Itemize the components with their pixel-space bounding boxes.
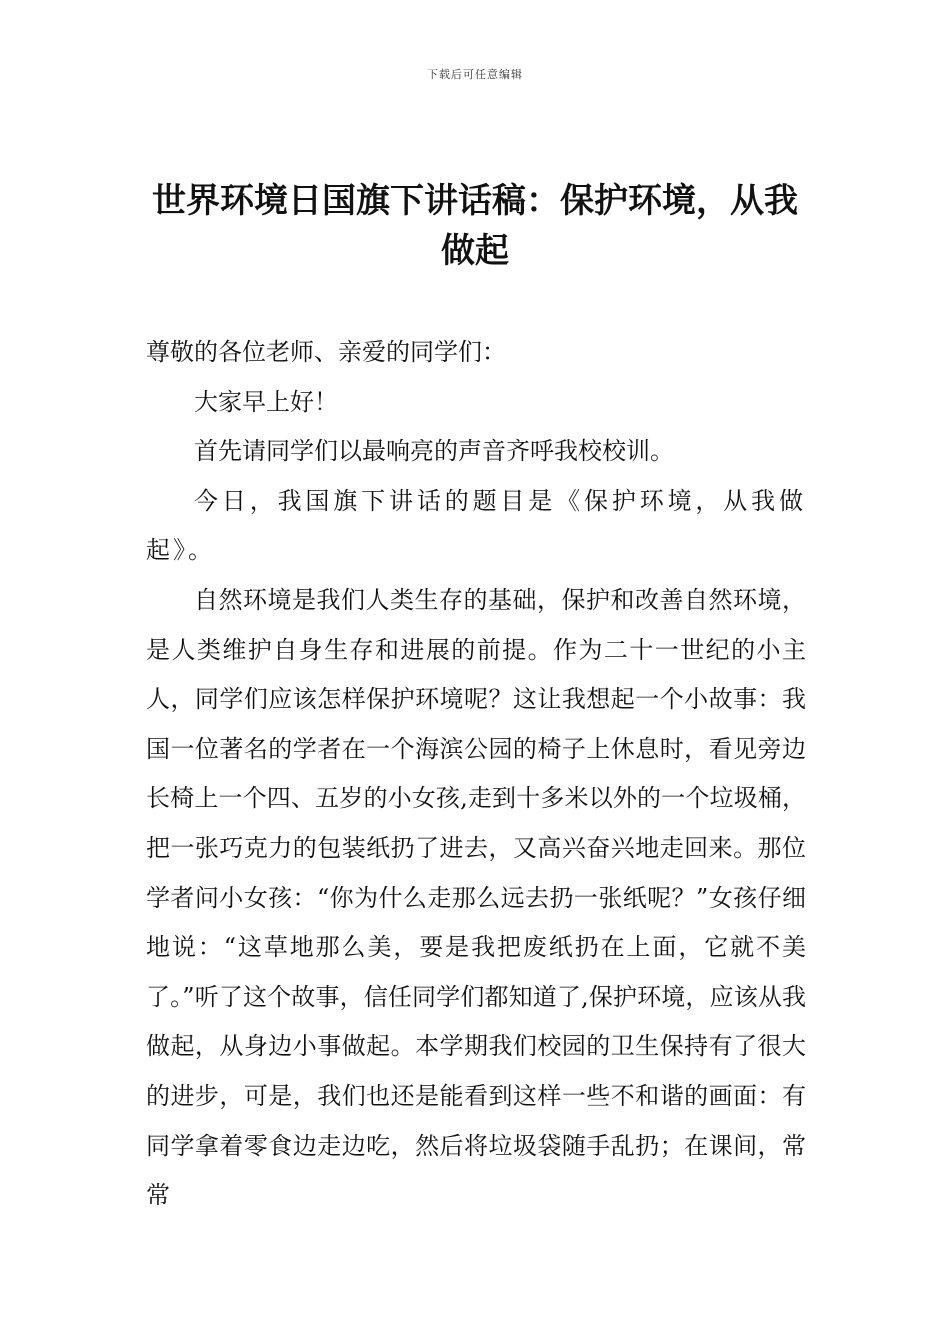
paragraph-topic: 今日，我国旗下讲话的题目是《保护环境，从我做起》。	[146, 486, 806, 565]
document-body	[146, 328, 806, 1221]
document-title: 世界环境日国旗下讲话稿：保护环境，从我做起	[152, 181, 798, 271]
salutation: 尊敬的各位老师、亲爱的同学们：	[146, 338, 506, 366]
header-note: 下载后可任意编辑	[427, 68, 523, 81]
paragraph-motto: 首先请同学们以最响亮的声音齐呼我校校训。	[194, 437, 674, 466]
paragraph-main: 自然环境是我们人类生存的基础，保护和改善自然环境，是人类维护自身生存和进展的前提。作为二十一世纪的小主人，同学们应该怎样保护环境呢？这让我想起一个小故事：我国一位著名的学者在一个海滨公园的椅子上休息时，看见旁边长椅上一个四、五岁的小女孩,走到十多米以外的一个垃圾桶，把一张巧克力的包装纸扔了进去，又高兴奋兴地走回来。那位学者问小女孩：“你为什么走那么远去扔一张纸呢？”女孩仔细地说：“这草地那么美，要是我把废纸扔在上面，它就不美了。”听了这个故事，信任同学们都知道了,保护环境，应该从我做起，从身边小事做起。本学期我们校园的卫生保持有了很大的进步，可是，我们也还是能看到这样一些不和谐的画面：有同学拿着零食边走边吃，然后将垃圾袋随手乱扔；在课间，常常	[146, 585, 806, 1210]
paragraph-greeting: 大家早上好！	[194, 387, 338, 416]
